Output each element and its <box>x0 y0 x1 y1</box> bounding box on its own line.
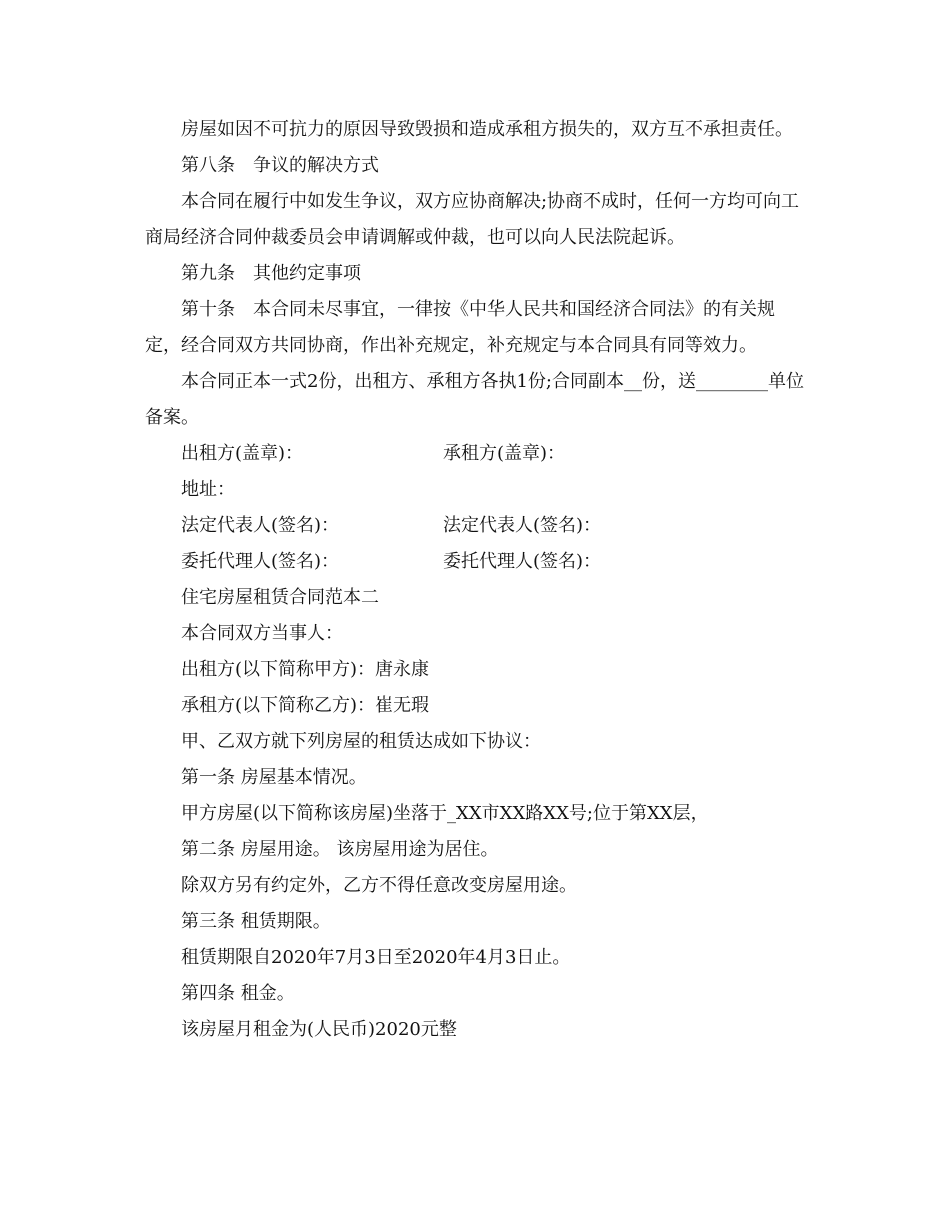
lessee-agent-label: 委托代理人(签名)： <box>443 551 602 572</box>
paragraph-copies: 本合同正本一式2份，出租方、承租方各执1份;合同副本__份，送________单位备案。 <box>145 371 804 428</box>
paragraph-force-majeure: 房屋如因不可抗力的原因导致毁损和造成承租方损失的，双方互不承担责任。 <box>181 119 793 140</box>
paragraph-dispute-resolution: 本合同在履行中如发生争议，双方应协商解决;协商不成时，任何一方均可向工商局经济合同仲裁委员会申请调解或仲裁，也可以向人民法院起诉。 <box>145 191 800 248</box>
document-body <box>145 112 810 1048</box>
paragraph-article-10: 第十条 本合同未尽事宜，一律按《中华人民共和国经济合同法》的有关规定，经合同双方共同协商，作出补充规定，补充规定与本合同具有同等效力。 <box>145 299 775 356</box>
heading-article-9: 第九条 其他约定事项 <box>181 263 361 284</box>
lessor-legal-rep-label: 法定代表人(签名)： <box>181 515 340 536</box>
lessee-legal-rep-label: 法定代表人(签名)： <box>443 515 602 536</box>
signature-row-address <box>145 472 810 508</box>
paragraph-monthly-rent: 该房屋月租金为(人民币)2020元整 <box>181 1019 457 1040</box>
paragraph-parties: 本合同双方当事人： <box>181 623 343 644</box>
paragraph-usage-restriction: 除双方另有约定外，乙方不得任意改变房屋用途。 <box>181 875 577 896</box>
heading-article-3: 第三条 租赁期限。 <box>181 911 331 932</box>
heading-article-1: 第一条 房屋基本情况。 <box>181 767 367 788</box>
paragraph-lessee-name: 承租方(以下简称乙方)：崔无瑕 <box>181 695 430 716</box>
signature-row-agent <box>145 544 810 580</box>
lessee-seal-label: 承租方(盖章)： <box>443 443 566 464</box>
paragraph-agreement-intro: 甲、乙双方就下列房屋的租赁达成如下协议： <box>181 731 541 752</box>
signature-row-legal-rep <box>145 508 810 544</box>
paragraph-lease-term: 租赁期限自2020年7月3日至2020年4月3日止。 <box>181 947 571 968</box>
lessor-seal-label: 出租方(盖章)： <box>181 443 304 464</box>
address-label: 地址： <box>181 479 235 500</box>
heading-article-2: 第二条 房屋用途。 该房屋用途为居住。 <box>181 839 499 860</box>
heading-article-8: 第八条 争议的解决方式 <box>181 155 379 176</box>
heading-contract-sample-2: 住宅房屋租赁合同范本二 <box>181 587 379 608</box>
lessor-agent-label: 委托代理人(签名)： <box>181 551 340 572</box>
signature-row-seal <box>145 436 810 472</box>
paragraph-lessor-name: 出租方(以下简称甲方)：唐永康 <box>181 659 430 680</box>
paragraph-house-location: 甲方房屋(以下简称该房屋)坐落于_XX市XX路XX号;位于第XX层， <box>181 803 709 824</box>
heading-article-4: 第四条 租金。 <box>181 983 295 1004</box>
